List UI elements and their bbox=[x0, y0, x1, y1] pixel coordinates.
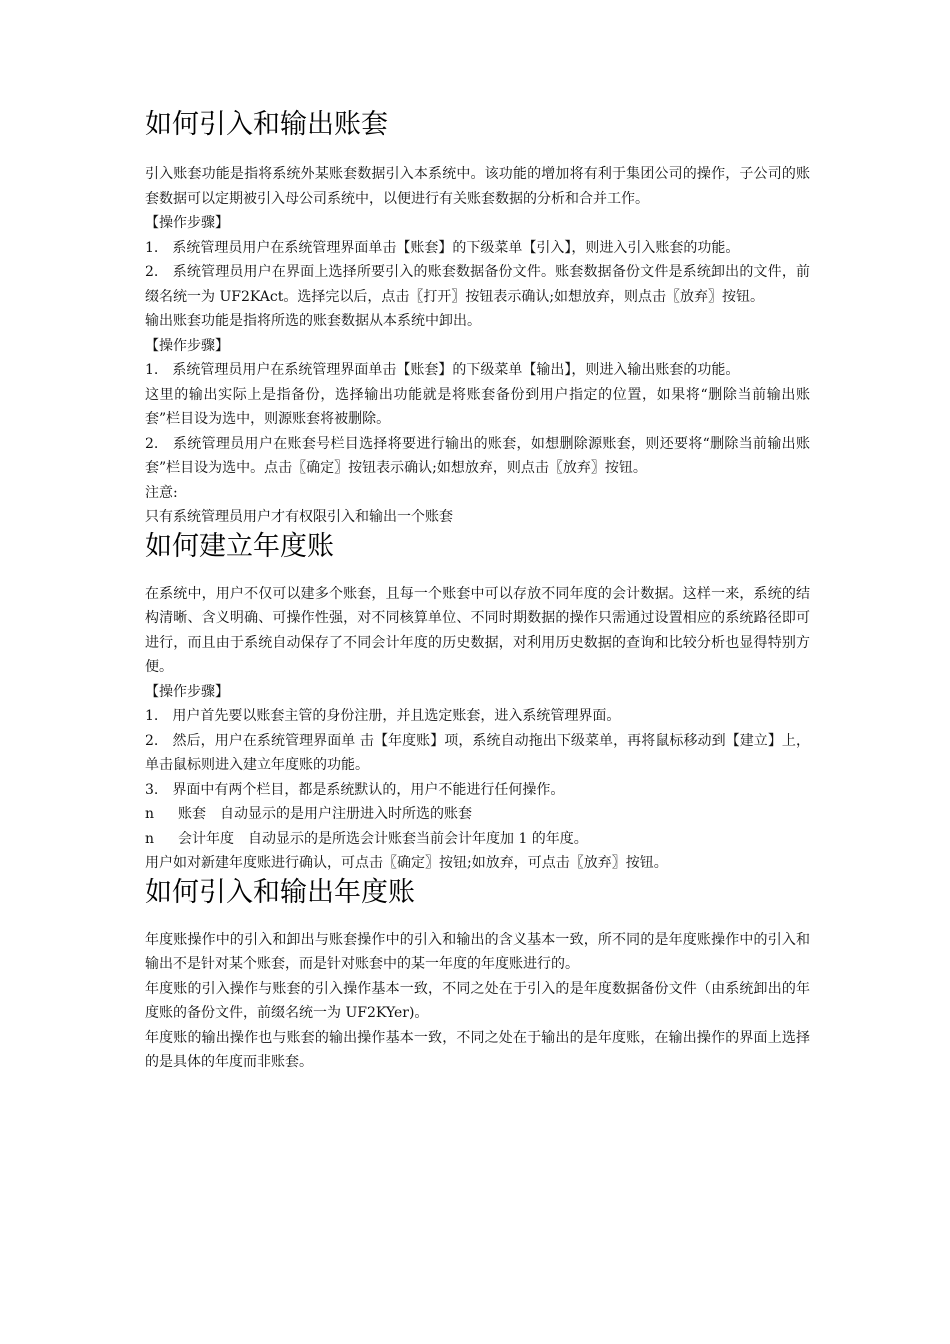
steps-label: 【操作步骤】 bbox=[145, 683, 229, 700]
step-item: 2. 系统管理员用户在界面上选择所要引入的账套数据备份文件。账套数据备份文件是系统卸出的文件，前缀名统一为 UF2KAct。选择完以后，点击〖打开〗按钮表示确认;如想放弃，则点击〖放弃〗按钮。 bbox=[145, 264, 810, 305]
paragraph: 年度账的输出操作也与账套的输出操作基本一致，不同之处在于输出的是年度账，在输出操作的界面上选择的是具体的年度而非账套。 bbox=[145, 1029, 810, 1070]
step-item: 2. 系统管理员用户在账套号栏目选择将要进行输出的账套，如想删除源账套，则还要将“删除当前输出账套”栏目设为选中。点击〖确定〗按钮表示确认;如想放弃，则点击〖放弃〗按钮。 bbox=[145, 435, 810, 476]
bullet-text: 账套 自动显示的是用户注册进入时所选的账套 bbox=[178, 806, 472, 822]
document-content bbox=[145, 108, 810, 1075]
steps-label: 【操作步骤】 bbox=[145, 215, 229, 231]
step-item: 1. 用户首先要以账套主管的身份注册，并且选定账套，进入系统管理界面。 bbox=[145, 708, 621, 724]
paragraph: 在系统中，用户不仅可以建多个账套，且每一个账套中可以存放不同年度的会计数据。这样一来，系统的结构清晰、含义明确、可操作性强，对不同核算单位、不同时期数据的操作只需通过设置相应的系统路径即可进行，而且由于系统自动保存了不同会计年度的历史数据，对利用历史数据的查询和比较分析也显得特别方便。 bbox=[145, 585, 810, 675]
bullet-marker: n bbox=[145, 806, 155, 822]
step-item: 1. 系统管理员用户在系统管理界面单击【账套】的下级菜单【输出】，则进入输出账套的功能。 bbox=[145, 362, 740, 378]
steps-label: 【操作步骤】 bbox=[145, 337, 229, 354]
paragraph: 用户如对新建年度账进行确认，可点击〖确定〗按钮;如放弃，可点击〖放弃〗按钮。 bbox=[145, 855, 668, 871]
paragraph: 年度账操作中的引入和卸出与账套操作中的引入和输出的含义基本一致，所不同的是年度账操作中的引入和输出不是针对某个账套，而是针对账套中的某一年度的年度账进行的。 bbox=[145, 931, 810, 972]
note-text: 只有系统管理员用户才有权限引入和输出一个账套 bbox=[145, 509, 453, 525]
bullet-marker: n bbox=[145, 830, 155, 847]
step-item: 1. 系统管理员用户在系统管理界面单击【账套】的下级菜单【引入】，则进入引入账套的功能。 bbox=[145, 239, 740, 256]
section-heading-create-annual-account: 如何建立年度账 bbox=[145, 530, 334, 562]
bullet-item bbox=[145, 827, 810, 852]
paragraph: 引入账套功能是指将系统外某账套数据引入本系统中。该功能的增加将有利于集团公司的操作，子公司的账套数据可以定期被引入母公司系统中，以便进行有关账套数据的分析和合并工作。 bbox=[145, 166, 810, 207]
bullet-text: 会计年度 自动显示的是所选会计账套当前会计年度加 1 的年度。 bbox=[178, 830, 588, 847]
section-heading-import-export-account: 如何引入和输出账套 bbox=[145, 109, 388, 140]
paragraph: 输出账套功能是指将所选的账套数据从本系统中卸出。 bbox=[145, 313, 481, 329]
step-item: 3. 界面中有两个栏目，都是系统默认的，用户不能进行任何操作。 bbox=[145, 781, 565, 798]
section-heading-import-export-annual-account: 如何引入和输出年度账 bbox=[145, 876, 415, 908]
bullet-item bbox=[145, 802, 810, 827]
step-item: 2. 然后，用户在系统管理界面单 击【年度账】项，系统自动拖出下级菜单，再将鼠标移动到【建立】上，单击鼠标则进入建立年度账的功能。 bbox=[145, 732, 810, 773]
note-label: 注意: bbox=[145, 484, 178, 501]
paragraph: 这里的输出实际上是指备份，选择输出功能就是将账套备份到用户指定的位置，如果将“删除当前输出账套”栏目设为选中，则源账套将被删除。 bbox=[145, 386, 810, 427]
paragraph: 年度账的引入操作与账套的引入操作基本一致，不同之处在于引入的是年度数据备份文件（由系统卸出的年度账的备份文件，前缀名统一为 UF2KYer)。 bbox=[145, 980, 810, 1021]
